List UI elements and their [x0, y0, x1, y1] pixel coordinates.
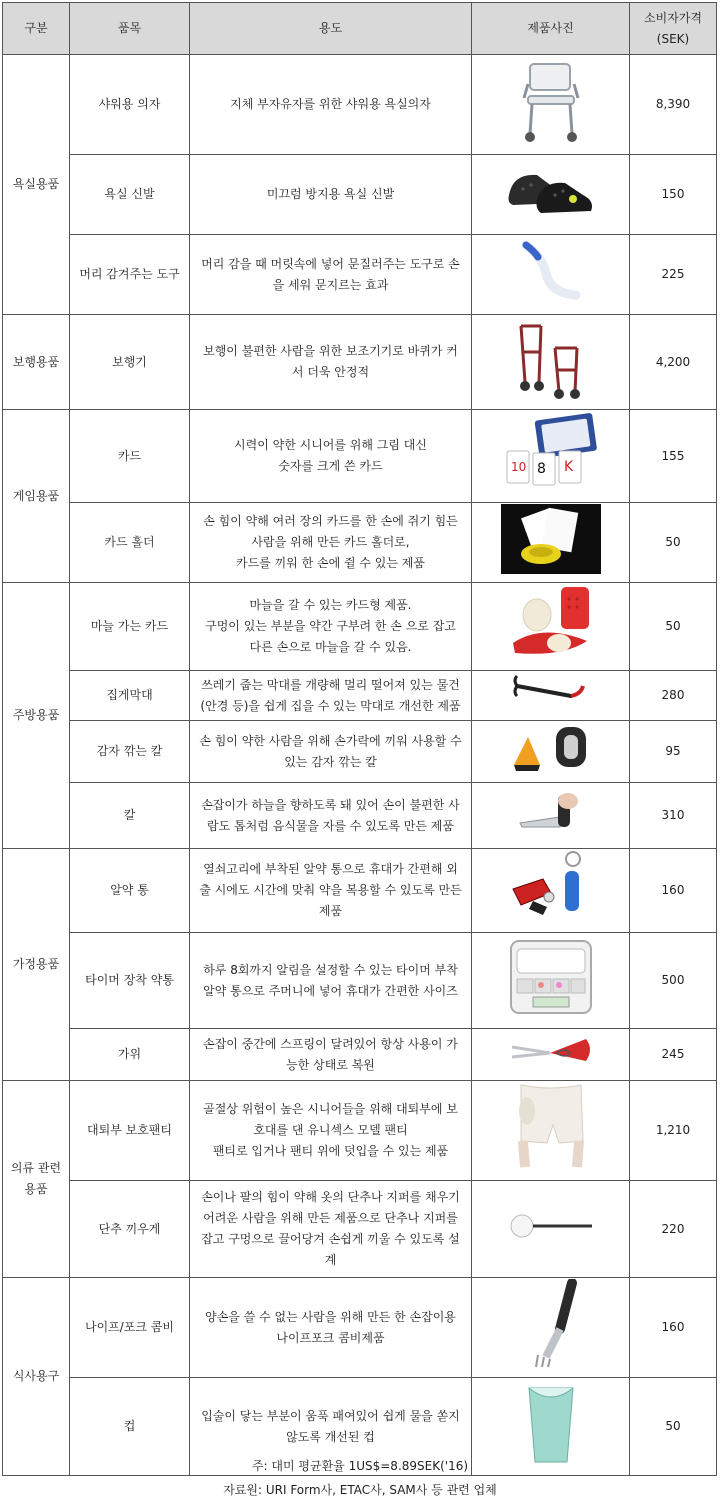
price-cell: 50: [630, 503, 717, 583]
header-category: 구분: [3, 3, 70, 55]
usage-cell: 열쇠고리에 부착된 알약 통으로 휴대가 간편해 외 출 시에도 시간에 맞춰 약을 복용할 수 있도록 만든 제품: [190, 849, 472, 933]
product-photo-cell: [472, 583, 630, 671]
usage-cell: 보행이 불편한 사람을 위한 보조기기로 바퀴가 커 서 더욱 안정적: [190, 315, 472, 410]
product-photo-cell: [472, 671, 630, 721]
table-row: [3, 1278, 717, 1378]
price-cell: 8,390: [630, 55, 717, 155]
button-hook-icon: [478, 1206, 623, 1253]
table-row: [3, 235, 717, 315]
item-name-cell: 가위: [70, 1029, 190, 1081]
table-row: [3, 933, 717, 1029]
svg-text:K: K: [563, 458, 573, 475]
item-name-cell: 감자 깎는 칼: [70, 721, 190, 783]
usage-cell: 쓰레기 줍는 막대를 개량해 멀리 떨어져 있는 물건 (안경 등)을 쉽게 집을 수 있는 막대로 개선한 제품: [190, 671, 472, 721]
category-cell: 식사용구: [3, 1278, 70, 1476]
product-photo-cell: [472, 1181, 630, 1278]
category-cell: 주방용품: [3, 583, 70, 849]
table-row: [3, 783, 717, 849]
price-cell: 310: [630, 783, 717, 849]
table-row: [3, 503, 717, 583]
bath-shoes-icon: [478, 159, 623, 230]
product-photo-cell: [472, 933, 630, 1029]
walker-icon: [478, 318, 623, 407]
usage-cell: 지체 부자유자를 위한 샤워용 욕실의자: [190, 55, 472, 155]
usage-cell: 입술이 닿는 부분이 움푹 패여있어 쉽게 물을 쏟지 않도록 개선된 컵: [190, 1378, 472, 1476]
pill-case-keychain-icon: [478, 849, 623, 932]
usage-cell: 손 힘이 약해 여러 장의 카드를 한 손에 쥐기 힘든 사람을 위해 만든 카드 홀더로, 카드를 끼워 한 손에 쥘 수 있는 제품: [190, 503, 472, 583]
spring-scissors-icon: [478, 1031, 623, 1078]
table-header-row: [3, 3, 717, 55]
product-photo-cell: [472, 849, 630, 933]
price-cell: 220: [630, 1181, 717, 1278]
price-cell: 95: [630, 721, 717, 783]
usage-cell: 손잡이가 하늘을 향하도록 돼 있어 손이 불편한 사 람도 톱처럼 음식물을 자를 수 있도록 만든 제품: [190, 783, 472, 849]
price-cell: 155: [630, 410, 717, 503]
svg-text:8: 8: [536, 460, 546, 477]
price-cell: 245: [630, 1029, 717, 1081]
item-name-cell: 카드 홀더: [70, 503, 190, 583]
usage-cell: 하루 8회까지 알림을 설정할 수 있는 타이머 부착 알약 통으로 주머니에 넣어 휴대가 간편한 사이즈: [190, 933, 472, 1029]
item-name-cell: 단추 끼우게: [70, 1181, 190, 1278]
item-name-cell: 칼: [70, 783, 190, 849]
playing-cards-icon: [478, 413, 623, 500]
potato-peeler-icon: [478, 721, 623, 782]
usage-cell: 손잡이 중간에 스프링이 달려있어 항상 사용이 가 능한 상태로 복원: [190, 1029, 472, 1081]
table-row: [3, 849, 717, 933]
category-cell: 욕실용품: [3, 55, 70, 315]
usage-cell: 양손을 쓸 수 없는 사람을 위해 만든 한 손잡이용 나이프포크 콤비제품: [190, 1278, 472, 1378]
price-cell: 280: [630, 671, 717, 721]
header-item: 품목: [70, 3, 190, 55]
product-photo-cell: [472, 315, 630, 410]
table-row: [3, 671, 717, 721]
product-photo-cell: [472, 55, 630, 155]
product-photo-cell: [472, 503, 630, 583]
price-cell: 225: [630, 235, 717, 315]
header-photo: 제품사진: [472, 3, 630, 55]
product-photo-cell: [472, 783, 630, 849]
item-name-cell: 샤워용 의자: [70, 55, 190, 155]
usage-cell: 미끄럼 방지용 욕실 신발: [190, 155, 472, 235]
price-cell: 50: [630, 1378, 717, 1476]
item-name-cell: 나이프/포크 콤비: [70, 1278, 190, 1378]
table-row: [3, 315, 717, 410]
card-holder-icon: [478, 504, 623, 581]
product-photo-cell: [472, 721, 630, 783]
price-cell: 160: [630, 1278, 717, 1378]
table-row: [3, 410, 717, 503]
price-cell: 160: [630, 849, 717, 933]
shower-chair-icon: [478, 58, 623, 151]
timer-pill-box-icon: [478, 935, 623, 1026]
item-name-cell: 마늘 가는 카드: [70, 583, 190, 671]
table-row: [3, 155, 717, 235]
item-name-cell: 카드: [70, 410, 190, 503]
exchange-rate-note: 주: 대미 평균환율 1US$=8.89SEK('16): [251, 1459, 469, 1473]
header-price: 소비자가격 (SEK): [630, 3, 717, 55]
item-name-cell: 집게막대: [70, 671, 190, 721]
product-photo-cell: [472, 1081, 630, 1181]
hip-protector-icon: [478, 1081, 623, 1180]
product-photo-cell: [472, 1029, 630, 1081]
table-row: [3, 1181, 717, 1278]
saw-knife-icon: [478, 787, 623, 844]
price-cell: 150: [630, 155, 717, 235]
product-photo-cell: [472, 410, 630, 503]
category-cell: 의류 관련 용품: [3, 1081, 70, 1278]
hair-wash-tool-icon: [478, 239, 623, 310]
usage-cell: 마늘을 갈 수 있는 카드형 제품. 구멍이 있는 부분을 약간 구부려 한 손 으로 잡고 다른 손으로 마늘을 갈 수 있음.: [190, 583, 472, 671]
product-table: [2, 2, 717, 1476]
item-name-cell: 욕실 신발: [70, 155, 190, 235]
category-cell: 보행용품: [3, 315, 70, 410]
item-name-cell: 컵: [70, 1378, 190, 1476]
category-cell: 가정용품: [3, 849, 70, 1081]
usage-cell: 손이나 팔의 힘이 약해 옷의 단추나 지퍼를 채우기 어려운 사람을 위해 만든 제품으로 단추나 지퍼를 잡고 구멍으로 끌어당겨 손쉽게 끼울 수 있도록 설 계: [190, 1181, 472, 1278]
reacher-grabber-icon: [478, 674, 623, 717]
product-photo-cell: [472, 1278, 630, 1378]
usage-cell: 머리 감을 때 머릿속에 넣어 문질러주는 도구로 손 을 세워 문지르는 효과: [190, 235, 472, 315]
price-cell: 1,210: [630, 1081, 717, 1181]
table-row: [3, 1029, 717, 1081]
source-note: 자료원: URI Form사, ETAC사, SAM사 등 관련 업체: [223, 1483, 497, 1497]
item-name-cell: 타이머 장착 약통: [70, 933, 190, 1029]
item-name-cell: 알약 통: [70, 849, 190, 933]
svg-text:10: 10: [510, 459, 526, 474]
table-row: [3, 721, 717, 783]
product-photo-cell: [472, 235, 630, 315]
price-cell: 50: [630, 583, 717, 671]
item-name-cell: 대퇴부 보호팬티: [70, 1081, 190, 1181]
table-row: [3, 1081, 717, 1181]
product-photo-cell: [472, 155, 630, 235]
price-cell: 4,200: [630, 315, 717, 410]
category-cell: 게임용품: [3, 410, 70, 583]
price-cell: 500: [630, 933, 717, 1029]
item-name-cell: 보행기: [70, 315, 190, 410]
usage-cell: 시력이 약한 시니어를 위해 그림 대신 숫자를 크게 쓴 카드: [190, 410, 472, 503]
knife-fork-icon: [478, 1279, 623, 1376]
header-usage: 용도: [190, 3, 472, 55]
usage-cell: 골절상 위험이 높은 시니어들을 위해 대퇴부에 보 호대를 댄 유니섹스 모델 팬티 팬티로 입거나 팬티 위에 덧입을 수 있는 제품: [190, 1081, 472, 1181]
usage-cell: 손 힘이 약한 사람을 위해 손가락에 끼워 사용할 수 있는 감자 깎는 칼: [190, 721, 472, 783]
table-row: [3, 583, 717, 671]
garlic-grater-icon: [478, 583, 623, 670]
item-name-cell: 머리 감겨주는 도구: [70, 235, 190, 315]
table-row: [3, 55, 717, 155]
